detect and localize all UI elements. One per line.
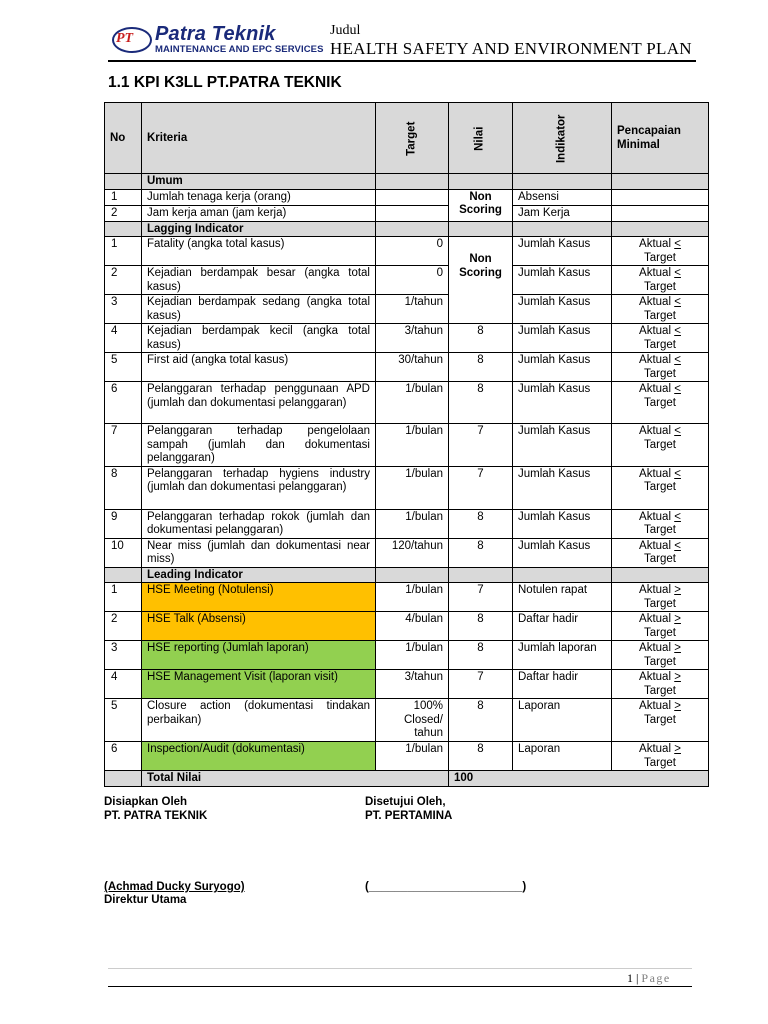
row-target: 3/tahun (376, 324, 449, 353)
signatory-name: (Achmad Ducky Suryogo) (104, 881, 245, 893)
row-target: 30/tahun (376, 353, 449, 382)
row-no: 8 (105, 466, 142, 509)
row-indikator: Jumlah Kasus (513, 538, 612, 567)
table-row (105, 266, 709, 295)
row-target: 0 (376, 237, 449, 266)
row-kriteria: First aid (angka total kasus) (142, 353, 376, 382)
total-no-cell (105, 771, 142, 787)
row-kriteria: Near miss (jumlah dan dokumentasi near miss) (142, 538, 376, 567)
row-no: 2 (105, 612, 142, 641)
row-kriteria: Kejadian berdampak besar (angka total kasus) (142, 266, 376, 295)
row-target (376, 205, 449, 221)
row-pencapaian: Aktual < Target (612, 295, 709, 324)
total-value: 100 (449, 771, 709, 787)
group-empty-cell (513, 221, 612, 237)
row-no: 2 (105, 266, 142, 295)
row-target: 1/tahun (376, 295, 449, 324)
table-row (105, 382, 709, 424)
row-nilai: 8 (449, 538, 513, 567)
group-empty-cell (376, 174, 449, 190)
page-separator: | (636, 971, 639, 985)
row-indikator: Jumlah Kasus (513, 237, 612, 266)
table-row (105, 641, 709, 670)
row-indikator: Jumlah Kasus (513, 466, 612, 509)
table-row (105, 742, 709, 771)
row-indikator: Jam Kerja (513, 205, 612, 221)
row-indikator: Laporan (513, 742, 612, 771)
row-no: 5 (105, 353, 142, 382)
header-divider (108, 60, 696, 62)
row-no: 6 (105, 382, 142, 424)
table-row (105, 583, 709, 612)
row-indikator: Jumlah Kasus (513, 324, 612, 353)
row-indikator: Daftar hadir (513, 670, 612, 699)
prepared-by-label: Disiapkan Oleh (104, 796, 188, 808)
row-nilai: 7 (449, 583, 513, 612)
table-row (105, 353, 709, 382)
row-nilai: 8 (449, 742, 513, 771)
row-pencapaian: Aktual < Target (612, 266, 709, 295)
footer-top-rule (108, 968, 692, 969)
row-indikator: Jumlah Kasus (513, 509, 612, 538)
row-no: 4 (105, 324, 142, 353)
row-kriteria: Pelanggaran terhadap rokok (jumlah dan dokumentasi pelanggaran) (142, 509, 376, 538)
footer-bottom-rule (108, 986, 692, 987)
row-indikator: Notulen rapat (513, 583, 612, 612)
table-header-row (105, 103, 709, 174)
section-title: 1.1 KPI K3LL PT.PATRA TEKNIK (108, 74, 342, 91)
row-kriteria: HSE Talk (Absensi) (142, 612, 376, 641)
row-target: 1/bulan (376, 424, 449, 467)
row-target: 1/bulan (376, 583, 449, 612)
row-target (376, 189, 449, 205)
row-no: 3 (105, 641, 142, 670)
non-scoring-cell: Non Scoring (449, 189, 513, 221)
group-empty-cell (449, 174, 513, 190)
row-no: 4 (105, 670, 142, 699)
header-target: Target (376, 103, 449, 174)
row-no: 7 (105, 424, 142, 467)
row-pencapaian: Aktual < Target (612, 353, 709, 382)
row-nilai: 8 (449, 509, 513, 538)
row-target: 1/bulan (376, 641, 449, 670)
group-title: Umum (142, 174, 376, 190)
row-no: 1 (105, 237, 142, 266)
kpi-table (104, 102, 709, 787)
row-no: 9 (105, 509, 142, 538)
row-kriteria: HSE Management Visit (laporan visit) (142, 670, 376, 699)
row-pencapaian: Aktual > Target (612, 612, 709, 641)
row-no: 10 (105, 538, 142, 567)
row-pencapaian: Aktual < Target (612, 382, 709, 424)
row-target: 1/bulan (376, 382, 449, 424)
table-row (105, 538, 709, 567)
row-kriteria: Pelanggaran terhadap pengelolaan sampah (jumlah dan dokumentasi pelanggaran) (142, 424, 376, 467)
row-no: 5 (105, 699, 142, 742)
row-nilai: 7 (449, 466, 513, 509)
total-label: Total Nilai (142, 771, 449, 787)
group-empty-cell (449, 221, 513, 237)
logo-mark: PT (116, 31, 134, 46)
row-nilai: 8 (449, 612, 513, 641)
row-indikator: Jumlah Kasus (513, 353, 612, 382)
table-row (105, 670, 709, 699)
non-scoring-cell: Non Scoring (449, 237, 513, 324)
row-kriteria: Jumlah tenaga kerja (orang) (142, 189, 376, 205)
document-title: HEALTH SAFETY AND ENVIRONMENT PLAN (330, 39, 692, 58)
row-kriteria: HSE reporting (Jumlah laporan) (142, 641, 376, 670)
group-empty-cell (612, 221, 709, 237)
header-indikator: Indikator (513, 103, 612, 174)
row-pencapaian: Aktual < Target (612, 466, 709, 509)
row-pencapaian: Aktual > Target (612, 583, 709, 612)
header-no: No (105, 103, 142, 174)
signatory-title: Direktur Utama (104, 894, 187, 906)
row-no: 3 (105, 295, 142, 324)
page-label: Page (641, 971, 671, 985)
group-empty-cell (449, 567, 513, 583)
table-row (105, 466, 709, 509)
row-pencapaian: Aktual < Target (612, 538, 709, 567)
row-nilai: 8 (449, 382, 513, 424)
group-no-cell (105, 221, 142, 237)
row-indikator: Jumlah laporan (513, 641, 612, 670)
row-nilai: 7 (449, 670, 513, 699)
approved-by-label: Disetujui Oleh, (365, 796, 446, 808)
row-kriteria: Kejadian berdampak sedang (angka total kasus) (142, 295, 376, 324)
table-row (105, 295, 709, 324)
group-empty-cell (612, 567, 709, 583)
row-kriteria: Jam kerja aman (jam kerja) (142, 205, 376, 221)
group-title: Lagging Indicator (142, 221, 376, 237)
row-pencapaian: Aktual < Target (612, 324, 709, 353)
group-empty-cell (376, 567, 449, 583)
row-nilai: 7 (449, 424, 513, 467)
table-row (105, 189, 709, 205)
group-row-leading (105, 567, 709, 583)
group-empty-cell (513, 174, 612, 190)
table-row (105, 324, 709, 353)
row-indikator: Jumlah Kasus (513, 266, 612, 295)
row-indikator: Jumlah Kasus (513, 424, 612, 467)
row-target: 3/tahun (376, 670, 449, 699)
row-pencapaian: Aktual < Target (612, 424, 709, 467)
row-no: 1 (105, 189, 142, 205)
group-row-lagging (105, 221, 709, 237)
page-number: 1 (627, 971, 633, 985)
table-row (105, 205, 709, 221)
row-kriteria: HSE Meeting (Notulensi) (142, 583, 376, 612)
row-pencapaian: Aktual < Target (612, 509, 709, 538)
header-pencapaian: Pencapaian Minimal (612, 103, 709, 174)
row-nilai: 8 (449, 324, 513, 353)
row-nilai: 8 (449, 699, 513, 742)
row-pencapaian (612, 205, 709, 221)
group-empty-cell (612, 174, 709, 190)
row-target: 1/bulan (376, 509, 449, 538)
row-nilai: 8 (449, 641, 513, 670)
row-pencapaian (612, 189, 709, 205)
row-pencapaian: Aktual > Target (612, 699, 709, 742)
row-kriteria: Pelanggaran terhadap penggunaan APD (jumlah dan dokumentasi pelanggaran) (142, 382, 376, 424)
row-indikator: Jumlah Kasus (513, 295, 612, 324)
row-target: 100% Closed/ tahun (376, 699, 449, 742)
row-kriteria: Closure action (dokumentasi tindakan perbaikan) (142, 699, 376, 742)
approved-by-company: PT. PERTAMINA (365, 810, 453, 822)
row-kriteria: Kejadian berdampak kecil (angka total kasus) (142, 324, 376, 353)
group-no-cell (105, 567, 142, 583)
judul-label: Judul (330, 23, 361, 38)
row-target: 0 (376, 266, 449, 295)
table-row (105, 699, 709, 742)
row-indikator: Jumlah Kasus (513, 382, 612, 424)
group-empty-cell (513, 567, 612, 583)
approver-name-blank: (________________________) (365, 881, 527, 893)
row-pencapaian: Aktual > Target (612, 641, 709, 670)
logo-subtitle: MAINTENANCE AND EPC SERVICES (155, 44, 324, 55)
row-kriteria: Inspection/Audit (dokumentasi) (142, 742, 376, 771)
table-row (105, 424, 709, 467)
row-no: 2 (105, 205, 142, 221)
row-target: 1/bulan (376, 742, 449, 771)
row-pencapaian: Aktual > Target (612, 742, 709, 771)
row-no: 1 (105, 583, 142, 612)
group-title: Leading Indicator (142, 567, 376, 583)
table-row (105, 237, 709, 266)
row-indikator: Absensi (513, 189, 612, 205)
row-indikator: Laporan (513, 699, 612, 742)
table-row (105, 509, 709, 538)
total-row (105, 771, 709, 787)
row-target: 120/tahun (376, 538, 449, 567)
header-kriteria: Kriteria (142, 103, 376, 174)
row-kriteria: Pelanggaran terhadap hygiens industry (jumlah dan dokumentasi pelanggaran) (142, 466, 376, 509)
row-indikator: Daftar hadir (513, 612, 612, 641)
header-nilai: Nilai (449, 103, 513, 174)
prepared-by-company: PT. PATRA TEKNIK (104, 810, 208, 822)
row-target: 4/bulan (376, 612, 449, 641)
logo-name: Patra Teknik (155, 23, 276, 45)
row-target: 1/bulan (376, 466, 449, 509)
group-row-umum (105, 174, 709, 190)
group-empty-cell (376, 221, 449, 237)
row-pencapaian: Aktual > Target (612, 670, 709, 699)
table-row (105, 612, 709, 641)
row-no: 6 (105, 742, 142, 771)
row-nilai: 8 (449, 353, 513, 382)
page-indicator (627, 971, 671, 986)
group-no-cell (105, 174, 142, 190)
row-kriteria: Fatality (angka total kasus) (142, 237, 376, 266)
row-pencapaian: Aktual < Target (612, 237, 709, 266)
